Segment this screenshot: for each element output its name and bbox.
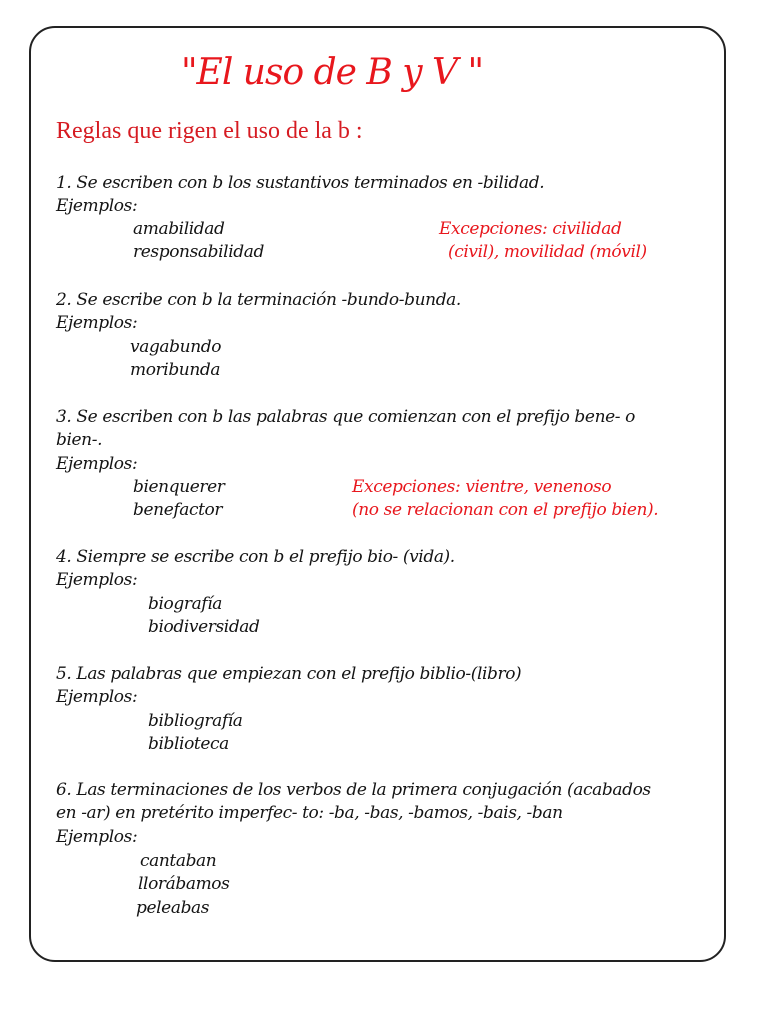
rule-2-example-1: vagabundo <box>130 337 222 357</box>
rule-5-example-2: biblioteca <box>148 734 229 754</box>
rule-3-exception-2: (no se relacionan con el prefijo bien). <box>352 500 659 520</box>
rule-4-text: 4. Siempre se escribe con b el prefijo bio- (vida). <box>56 547 455 567</box>
rule-3-text-cont: bien-. <box>56 430 103 450</box>
rule-4-example-1: biografía <box>148 594 222 614</box>
rule-4-example-2: biodiversidad <box>148 617 260 637</box>
rule-1-examples-label: Ejemplos: <box>56 196 138 216</box>
rule-2-text: 2. Se escribe con b la terminación -bundo-bunda. <box>56 290 461 310</box>
rule-3-exception-1: Excepciones: vientre, venenoso <box>352 477 612 497</box>
rule-6-examples-label: Ejemplos: <box>56 827 138 847</box>
rule-1-example-1: amabilidad <box>133 219 225 239</box>
rule-1-example-2: responsabilidad <box>133 242 264 262</box>
rule-1-text: 1. Se escriben con b los sustantivos terminados en -bilidad. <box>56 173 545 193</box>
rule-1-exception-2: (civil), movilidad (móvil) <box>448 242 647 262</box>
section-heading: Reglas que rigen el uso de la b : <box>56 118 363 144</box>
rule-6-text-cont: en -ar) en pretérito imperfec- to: -ba, -bas, -bamos, -bais, -ban <box>56 803 563 823</box>
document-title: "El uso de B y V " <box>181 52 484 93</box>
rule-4-examples-label: Ejemplos: <box>56 570 138 590</box>
rule-5-example-1: bibliografía <box>148 711 243 731</box>
rule-6-example-1: cantaban <box>140 851 217 871</box>
rule-2-example-2: moribunda <box>130 360 221 380</box>
rule-2-examples-label: Ejemplos: <box>56 313 138 333</box>
rule-5-text: 5. Las palabras que empiezan con el prefijo biblio-(libro) <box>56 664 522 684</box>
rule-6-text: 6. Las terminaciones de los verbos de la primera conjugación (acabados <box>56 780 651 800</box>
rule-3-text: 3. Se escriben con b las palabras que comienzan con el prefijo bene- o <box>56 407 635 427</box>
rule-3-examples-label: Ejemplos: <box>56 454 138 474</box>
rule-6-example-2: llorábamos <box>138 874 230 894</box>
rule-1-exception-1: Excepciones: civilidad <box>439 219 622 239</box>
rule-6-example-3: peleabas <box>136 898 210 918</box>
rule-3-example-2: benefactor <box>133 500 223 520</box>
rule-3-example-1: bienquerer <box>133 477 225 497</box>
rule-5-examples-label: Ejemplos: <box>56 687 138 707</box>
